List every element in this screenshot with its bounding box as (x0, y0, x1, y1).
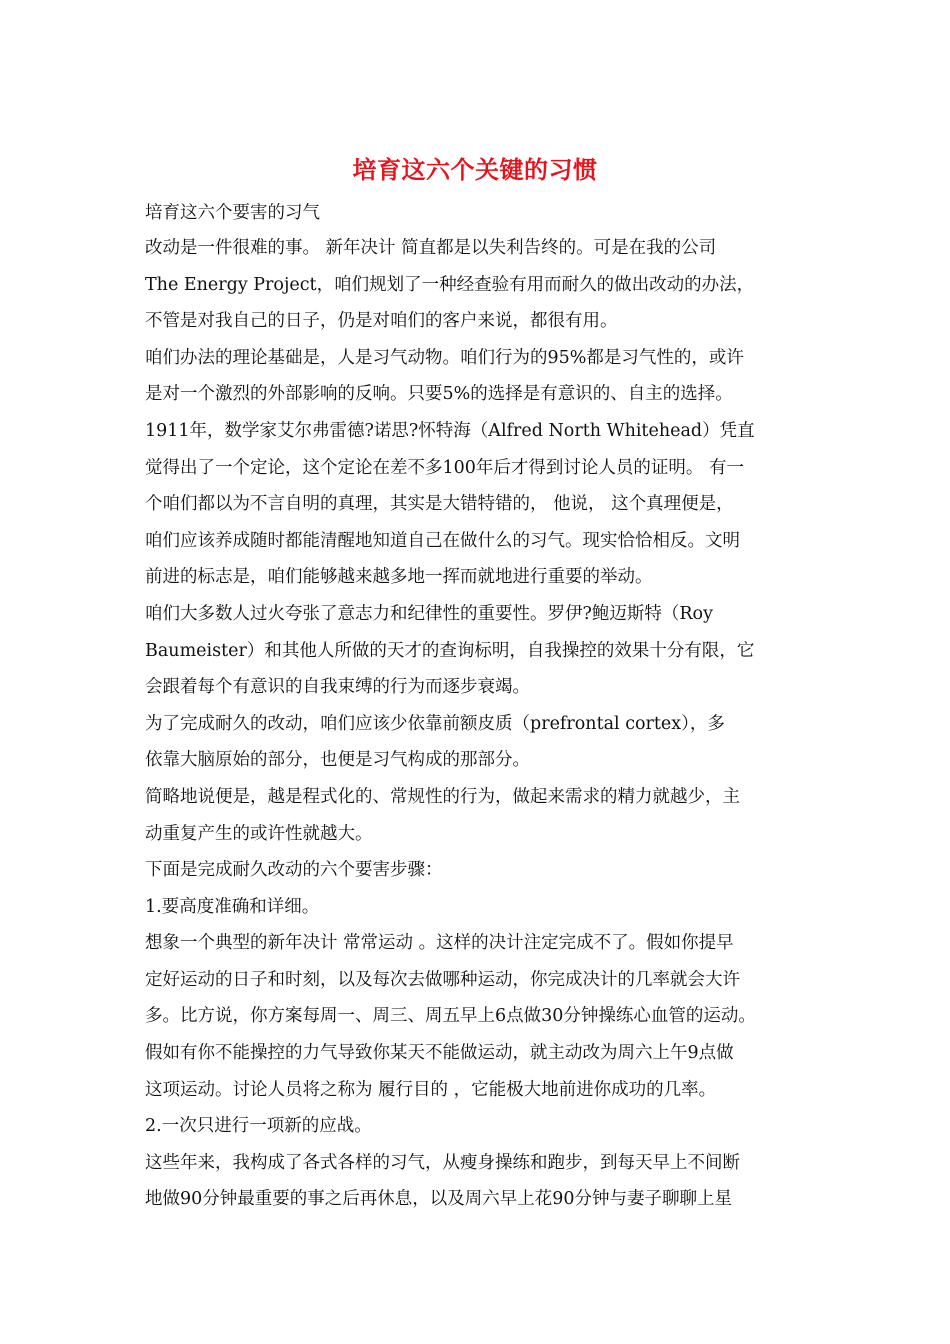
subtitle-line: 培育这六个要害的习气 (145, 203, 320, 223)
body-line: 多。比方说，你方案每周一、周三、周五早上6点做30分钟操练心血管的运动。 (145, 1006, 756, 1027)
body-line: 想象一个典型的新年决计 常常运动 。这样的决计注定完成不了。假如你提早 (145, 933, 734, 954)
body-line: 地做90分钟最重要的事之后再休息，以及周六早上花90分钟与妻子聊聊上星 (145, 1189, 733, 1210)
body-line: 依靠大脑原始的部分，也便是习气构成的那部分。 (145, 750, 530, 771)
body-line: 这些年来，我构成了各式各样的习气，从瘦身操练和跑步，到每天早上不间断 (145, 1152, 740, 1173)
body-line: 个咱们都以为不言自明的真理，其实是大错特错的， 他说， 这个真理便是， (145, 494, 734, 515)
body-line: Baumeister）和其他人所做的天才的查询标明，自我操控的效果十分有限，它 (145, 640, 755, 661)
body-line: 1.要高度准确和详细。 (145, 896, 320, 917)
body-line: 下面是完成耐久改动的六个要害步骤： (145, 860, 443, 881)
document-body (145, 200, 810, 1223)
body-line: 会跟着每个有意识的自我束缚的行为而逐步衰竭。 (145, 677, 530, 698)
body-line: 前进的标志是，咱们能够越来越多地一挥而就地进行重要的举动。 (145, 567, 653, 588)
body-line: 1911年，数学家艾尔弗雷德?诺思?怀特海（Alfred North Whitehead）凭直 (145, 420, 755, 441)
body-line: 假如有你不能操控的力气导致你某天不能做运动，就主动改为周六上午9点做 (145, 1043, 734, 1064)
body-line: 简略地说便是，越是程式化的、常规性的行为，做起来需求的精力就越少，主 (145, 786, 740, 807)
body-line: The Energy Project，咱们规划了一种经查验有用而耐久的做出改动的办法， (145, 274, 755, 295)
body-line: 是对一个激烈的外部影响的反响。只要5%的选择是有意识的、自主的选择。 (145, 384, 733, 405)
body-line: 不管是对我自己的日子，仍是对咱们的客户来说，都很有用。 (145, 311, 618, 332)
body-line: 改动是一件很难的事。 新年决计 简直都是以失利告终的。可是在我的公司 (145, 238, 717, 258)
body-line: 咱们办法的理论基础是，人是习气动物。咱们行为的95%都是习气性的，或许 (145, 347, 744, 368)
page-title: 培育这六个关键的习惯 (352, 155, 598, 184)
body-line: 动重复产生的或许性就越大。 (145, 823, 373, 844)
body-line: 觉得出了一个定论，这个定论在差不多100年后才得到讨论人员的证明。 有一 (145, 457, 744, 478)
body-line: 咱们应该养成随时都能清醒地知道自己在做什么的习气。现实恰恰相反。文明 (145, 530, 740, 551)
body-line: 这项运动。讨论人员将之称为 履行目的 ，它能极大地前进你成功的几率。 (145, 1079, 717, 1100)
body-line: 2.一次只进行一项新的应战。 (145, 1116, 372, 1137)
body-line: 为了完成耐久的改动，咱们应该少依靠前额皮质（prefrontal cortex），多 (145, 713, 725, 734)
body-line: 咱们大多数人过火夸张了意志力和纪律性的重要性。罗伊?鲍迈斯特（Roy (145, 603, 713, 624)
body-line: 定好运动的日子和时刻，以及每次去做哪种运动，你完成决计的几率就会大许 (145, 969, 740, 990)
